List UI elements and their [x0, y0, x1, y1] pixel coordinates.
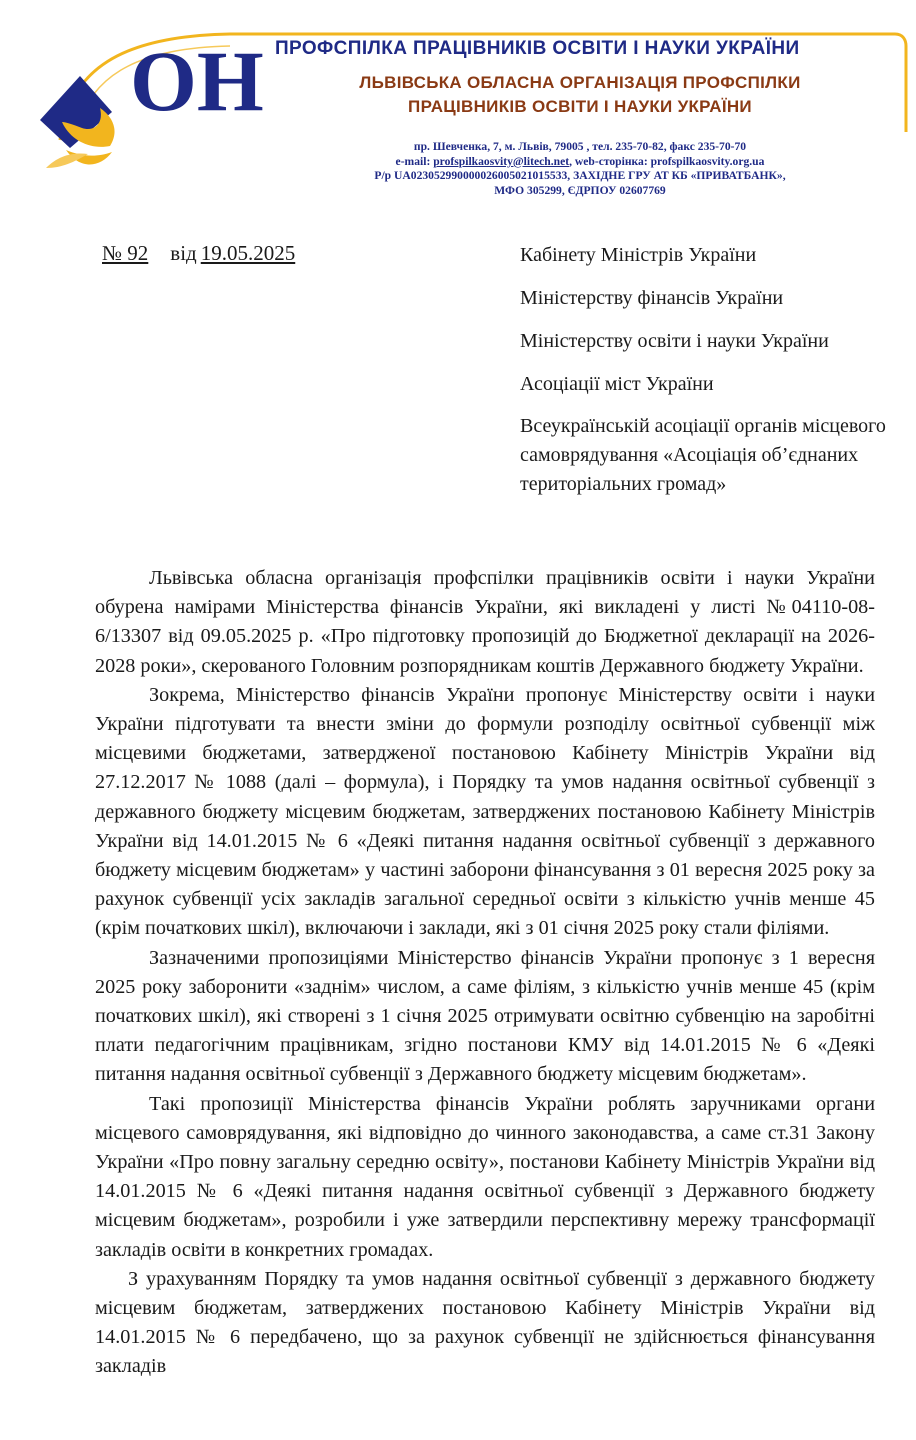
recipients-block — [520, 241, 890, 513]
date-label: від — [170, 241, 197, 265]
org-name: ПРОФСПІЛКА ПРАЦІВНИКІВ ОСВІТИ І НАУКИ УКРАЇНИ — [275, 38, 800, 59]
recipient: Кабінету Міністрів України — [520, 244, 757, 266]
recipient: Асоціації міст України — [520, 373, 714, 395]
body-paragraph: Львівська обласна організація профспілки працівників освіти і науки України обурена намірами Міністерства фінансів України, які викладені у листі №04110-08-6/13307 від 09.05.2025 р. «Про підготовку пропозицій до Бюджетної декларації на 2026-2028 роки», скерованого Головним розпорядникам коштів Державного бюджету України. — [95, 567, 875, 677]
recipient: Міністерству фінансів України — [520, 287, 784, 309]
letter-date: 19.05.2025 — [200, 241, 296, 265]
union-logo-icon — [40, 33, 264, 168]
email-label: e-mail: — [395, 154, 434, 168]
web-link[interactable]: profspilkaosvity.org.ua — [650, 154, 765, 168]
letter-number: № 92 — [102, 241, 149, 265]
body-paragraph: З урахуванням Порядку та умов надання освітньої субвенції з державного бюджету місцевим бюджетам, затверджених постановою Кабінету Міністрів України від 14.01.2015 № 6 передбачено, що за рахунок субвенції не здійснюється фінансування закладів — [95, 1267, 875, 1378]
contact-block — [280, 140, 880, 198]
letter-body — [95, 564, 875, 1382]
body-paragraph: Зазначеними пропозиціями Міністерство фінансів України пропонує з 1 вересня 2025 року заборонити «заднім» числом, а саме філіям, з кількістю учнів менше 45 (крім початкових шкіл), які створені з 1 січня 2025 отримувати освітню субвенцію на заробітні плати педагогічним працівникам, згідно постанови КМУ від 14.01.2015 № 6 «Деякі питання надання освітньої субвенції з Державного бюджету місцевим бюджетам». — [95, 946, 875, 1086]
logo-text: ОН — [130, 33, 264, 129]
org-subtitle-line2: ПРАЦІВНИКІВ ОСВІТИ І НАУКИ УКРАЇНИ — [408, 97, 752, 116]
recipient: Всеукраїнській асоціації органів місцевого самоврядування «Асоціація об’єднаних територіальних громад» — [520, 415, 886, 495]
body-paragraph: Зокрема, Міністерство фінансів України пропонує Міністерству освіти і науки України підготувати та внести зміни до формули розподілу освітньої субвенції між місцевими бюджетами, затвердженої постановою Кабінету Міністрів України від 27.12.2017 № 1088 (далі – формула), і Порядку та умов надання освітньої субвенції з державного бюджету місцевим бюджетам, затверджених постановою Кабінету Міністрів України від 14.01.2015 № 6 «Деякі питання надання освітньої субвенції з державного бюджету місцевим бюджетам» у частині заборони фінансування з 01 вересня 2025 року за рахунок субвенції усіх закладів загальної середньої освіти з кількістю учнів менше 45 (крім початкових шкіл), включаючи і заклади, які з 01 січня 2025 року стали філіями. — [95, 683, 875, 940]
body-paragraph: Такі пропозиції Міністерства фінансів України роблять заручниками органи місцевого самоврядування, які відповідно до чинного законодавства, а саме ст.31 Закону України «Про повну загальну середню освіту», постанови Кабінету Міністрів України від 14.01.2015 № 6 «Деякі питання надання освітньої субвенції з Державного бюджету місцевим бюджетам», розробили і уже затвердили перспективну мережу трансформації закладів освіти в конкретних громадах. — [95, 1092, 875, 1261]
web-label: , web-сторінка: — [569, 154, 651, 168]
bank-account-line: Р/р UA023052990000026005021015533, ЗАХІДНЕ ГРУ АТ КБ «ПРИВАТБАНК», — [374, 169, 786, 182]
recipient: Міністерству освіти і науки України — [520, 330, 829, 352]
bank-codes-line: МФО 305299, ЄДРПОУ 02607769 — [494, 183, 666, 197]
letter-reference — [102, 241, 295, 266]
address-line: пр. Шевченка, 7, м. Львів, 79005 , тел. 235-70-82, факс 235-70-70 — [413, 140, 747, 153]
email-link[interactable]: profspilkaosvity@litech.net — [433, 154, 570, 168]
email-web-line — [280, 155, 880, 170]
org-subtitle-line1: ЛЬВІВСЬКА ОБЛАСНА ОРГАНІЗАЦІЯ ПРОФСПІЛКИ — [359, 73, 801, 92]
letterhead — [0, 0, 916, 215]
